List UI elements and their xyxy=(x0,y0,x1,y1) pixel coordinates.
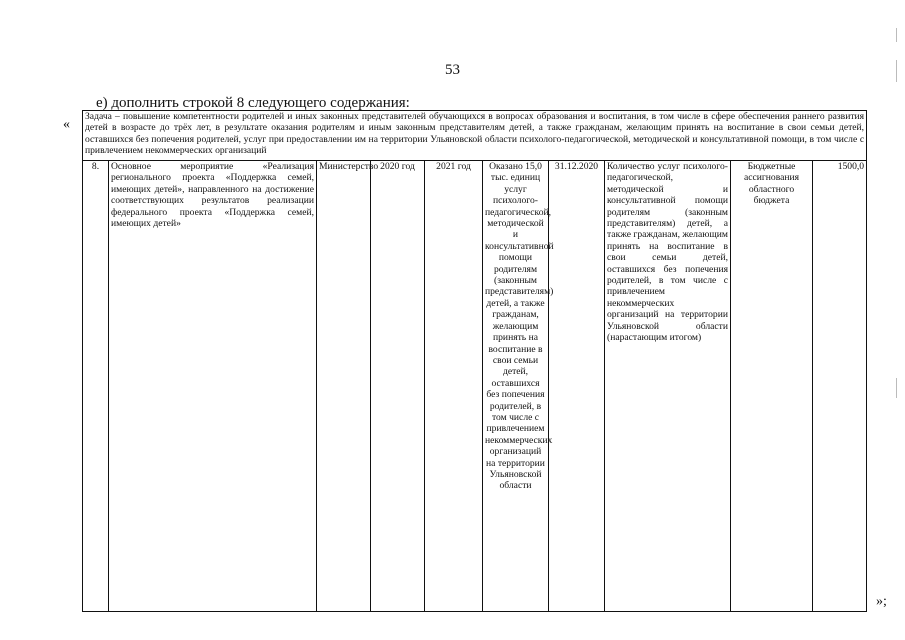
opening-quote: « xyxy=(63,117,70,132)
scan-edge-mark xyxy=(896,28,897,42)
page-number: 53 xyxy=(445,62,460,78)
executor: Министерство xyxy=(317,161,371,612)
end-year: 2021 год xyxy=(425,161,483,612)
task-text: Задача – повышение компетентности родителей и иных законных представителей обучающихся в вопросах образования и воспитания, в том числе в сфере обеспечения раннего развития детей в возрасте до трёх лет, в результате оказания родителям и иным законным представителям детей, а также гражданам, желающим принять на воспитание в свои семьи детей, оставшихся без попечения родителей, услуг при предоставлении им на территории Ульяновской области психолого-педагогической, методической и консультативной помощи, в том числе с привлечением некоммерческих организаций xyxy=(83,111,867,161)
program-table xyxy=(82,110,867,612)
row-number: 8. xyxy=(83,161,109,612)
expected-result: Оказано 15,0 тыс. единиц услуг психолого-педагогической, методической и консультативной помощи родителям (законным представителям) детей, а также гражданам, желающим принять на воспитание в свои семьи детей, оставшихся без попечения родителей, в том числе с привлечением некоммерческих организаций на территории Ульяновской области xyxy=(483,161,549,612)
closing-quote: »; xyxy=(876,594,887,609)
scan-edge-mark xyxy=(896,60,897,82)
deadline-date: 31.12.2020 xyxy=(549,161,605,612)
task-row xyxy=(83,111,867,161)
amendment-intro: е) дополнить строкой 8 следующего содержания: xyxy=(96,95,410,111)
target-indicator: Количество услуг психолого-педагогической, методической и консультативной помощи родителям (законным представителям) детей, а также гражданам, желающим принять на воспитание в свои семьи детей, оставшихся без попечения родителей, в том числе с привлечением некоммерческих организаций на территории Ульяновской области (нарастающим итогом) xyxy=(605,161,731,612)
scan-edge-mark xyxy=(896,378,897,398)
funding-source: Бюджетные ассигнования областного бюджета xyxy=(731,161,813,612)
table-row xyxy=(83,161,867,612)
event-name: Основное мероприятие «Реализация регионального проекта «Поддержка семей, имеющих детей», направленного на достижение соответствующих результатов реализации федерального проекта «Поддержка семей, имеющих детей» xyxy=(109,161,317,612)
funding-amount: 1500,0 xyxy=(813,161,867,612)
start-year: 2020 год xyxy=(371,161,425,612)
